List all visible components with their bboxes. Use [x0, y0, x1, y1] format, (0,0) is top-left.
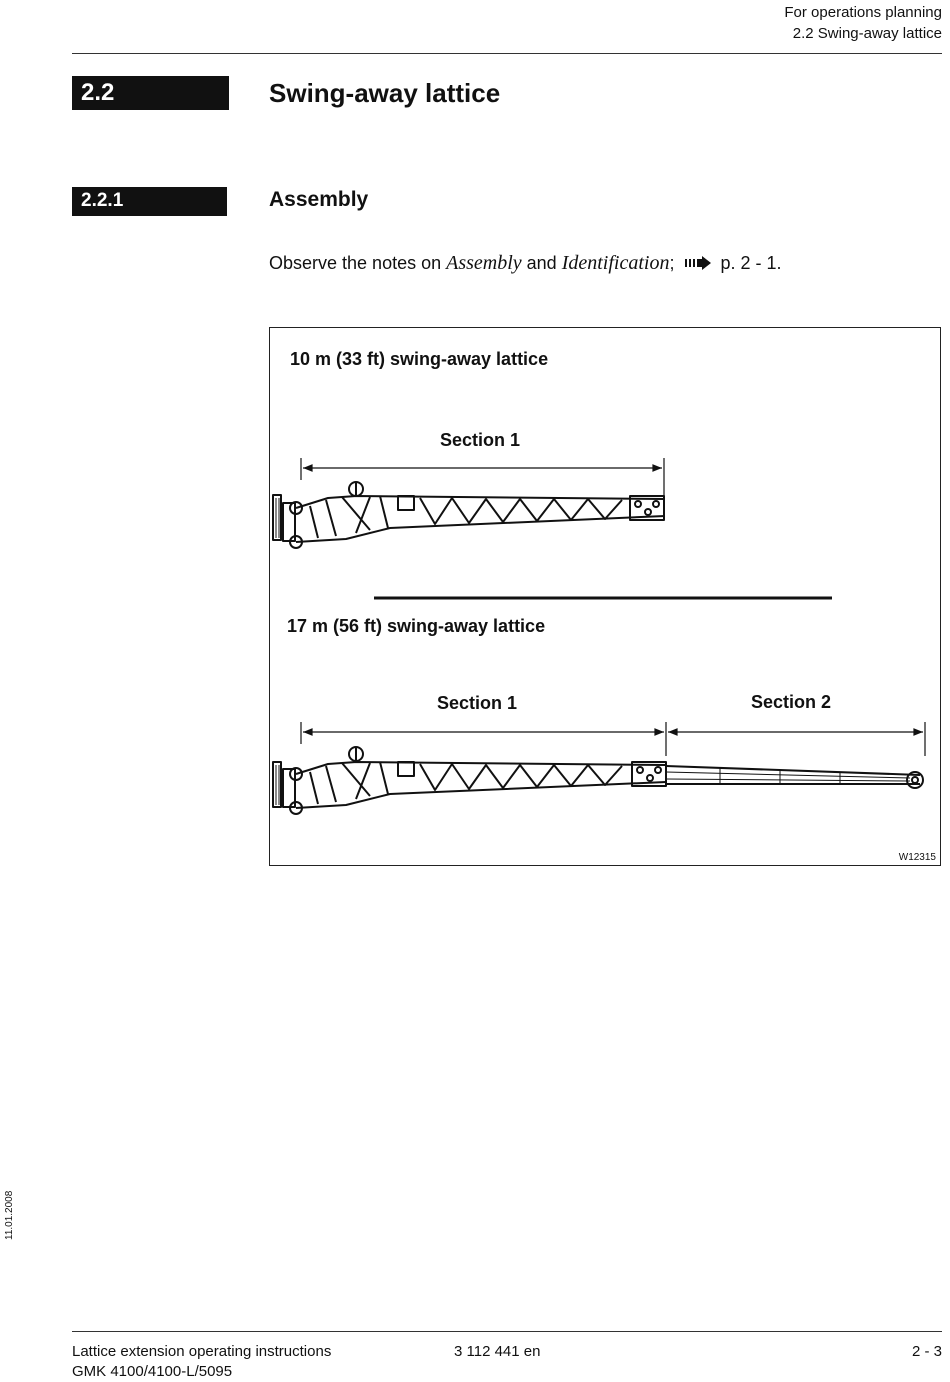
figure-swing-away-lattice [269, 327, 941, 866]
ref-assembly: Assembly [446, 252, 522, 274]
side-date: 11.01.2008 [4, 1190, 15, 1240]
config1-section1-label: Section 1 [440, 430, 521, 450]
config2-section2-label: Section 2 [751, 692, 832, 712]
subsection-number: 2.2.1 [81, 190, 124, 211]
footer-rule [72, 1331, 942, 1332]
footer-line2: GMK 4100/4100-L/5095 [72, 1363, 233, 1380]
config2-section1-label: Section 1 [437, 693, 518, 713]
subsection-number-box [72, 187, 227, 216]
lattice-10m-drawing [273, 482, 665, 548]
body-middle: and [521, 253, 562, 273]
body-prefix: Observe the notes on [269, 253, 447, 273]
lattice-17m-drawing [273, 747, 923, 814]
section-number-box [72, 76, 229, 110]
header-chapter: For operations planning [784, 4, 942, 21]
header-rule [72, 53, 942, 54]
running-header [784, 2, 942, 44]
arrow-reference-icon [684, 256, 714, 270]
lattice-drawing [270, 328, 942, 867]
dimension-line-section2 [668, 722, 925, 756]
footer-doc-number: 3 112 441 en [454, 1343, 541, 1360]
figure-id: W12315 [898, 852, 936, 863]
body-paragraph [269, 252, 782, 275]
page-reference: p. 2 - 1. [720, 253, 782, 273]
ref-identification: Identification [561, 252, 670, 274]
subsection-title: Assembly [269, 188, 369, 211]
config1-title: 10 m (33 ft) swing-away lattice [290, 349, 549, 369]
section-title: Swing-away lattice [269, 78, 501, 108]
config2-title: 17 m (56 ft) swing-away lattice [287, 616, 546, 636]
section-number: 2.2 [81, 79, 115, 106]
footer-page-number: 2 - 3 [911, 1343, 942, 1360]
body-suffix: ; [669, 253, 675, 273]
footer-line1: Lattice extension operating instructions [72, 1343, 332, 1360]
footer-title [72, 1342, 331, 1382]
header-section: 2.2 Swing-away lattice [792, 25, 942, 42]
